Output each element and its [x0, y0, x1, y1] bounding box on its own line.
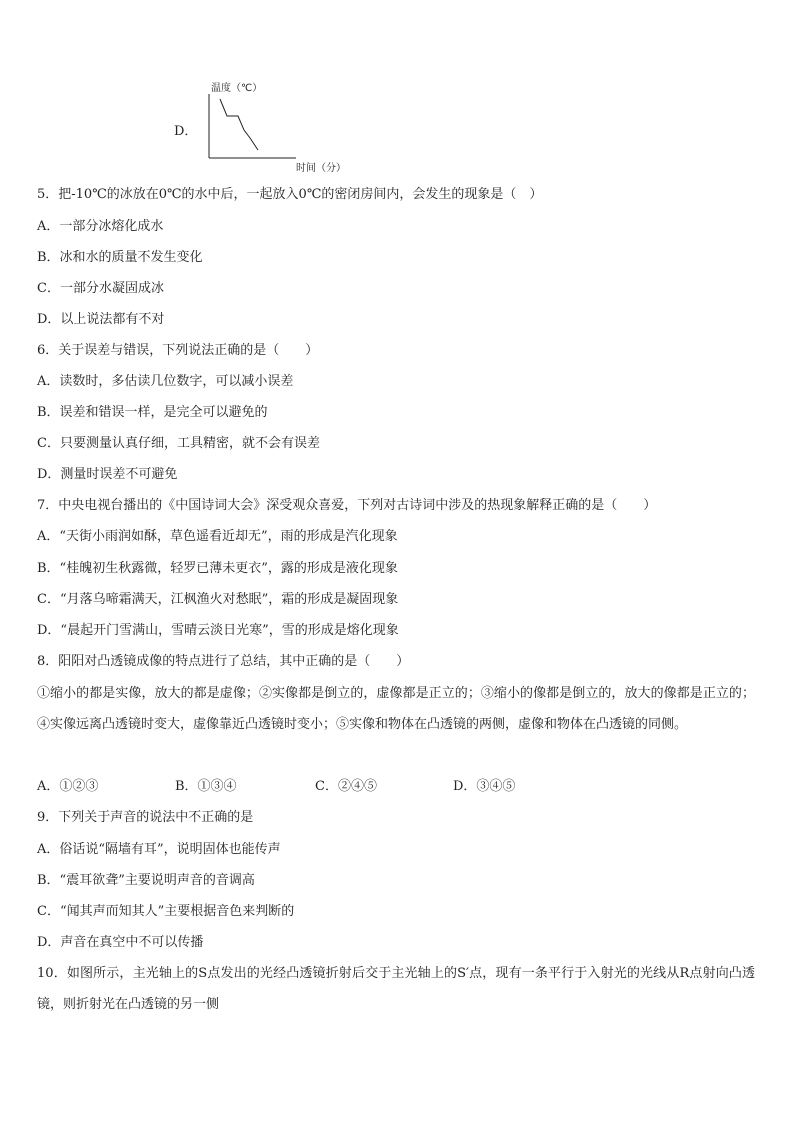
q8-statements: ①缩小的都是实像，放大的都是虚像；②实像都是倒立的，虚像都是正立的；③缩小的像都是倒立的，放大的像都是正立的；④实像远离凸透镜时变大，虚像靠近凸透镜时变小；⑤实像和物体在凸透镜的两侧，虚像和物体在凸透镜的同侧。 — [37, 686, 755, 732]
q8-stem: 8．阳阳对凸透镜成像的特点进行了总结，其中正确的是（ ） — [37, 654, 410, 669]
q6-option-c: C．只要测量认真仔细，工具精密，就不会有误差 — [37, 436, 320, 451]
y-axis-label: 温度（℃） — [211, 83, 263, 94]
q5-option-a: A．一部分冰熔化成水 — [37, 219, 164, 234]
q10-stem: 10．如图所示，主光轴上的S点发出的光经凸透镜折射后交于主光轴上的S′点，现有一条平行于入射光的光线从R点射向凸透镜，则折射光在凸透镜的另一侧 — [37, 966, 755, 1012]
x-axis-label: 时间（分） — [296, 163, 346, 174]
q9-option-d: D．声音在真空中不可以传播 — [37, 935, 204, 950]
q5-option-c: C．一部分水凝固成冰 — [37, 281, 164, 296]
q5-option-b: B．冰和水的质量不发生变化 — [37, 250, 203, 265]
option-d-figure — [174, 80, 374, 180]
q6-stem: 6．关于误差与错误，下列说法正确的是（ ） — [37, 343, 319, 358]
q7-option-d: D．“晨起开门雪满山，雪晴云淡日光寒”，雪的形成是熔化现象 — [37, 623, 399, 638]
q8-options-row — [37, 779, 515, 795]
q7-option-c: C．“月落乌啼霜满天，江枫渔火对愁眠”，霜的形成是凝固现象 — [37, 592, 399, 607]
q8-option-a: A．①②③ — [37, 779, 99, 794]
q9-option-c: C．“闻其声而知其人”主要根据音色来判断的 — [37, 904, 295, 919]
q6-option-d: D．测量时误差不可避免 — [37, 467, 178, 482]
q5-stem: 5．把-10℃的冰放在0℃的水中后，一起放入0℃的密闭房间内，会发生的现象是（ ） — [37, 187, 543, 202]
q9-option-b: B．“震耳欲聋”主要说明声音的音调高 — [37, 873, 255, 888]
q8-option-c: C．②④⑤ — [315, 779, 377, 794]
q8-option-d: D．③④⑤ — [453, 779, 516, 794]
q9-option-a: A．俗话说“隔墙有耳”，说明固体也能传声 — [37, 842, 281, 857]
temperature-time-graph — [174, 80, 374, 180]
q9-stem: 9．下列关于声音的说法中不正确的是 — [37, 810, 254, 825]
q6-option-a: A．读数时，多估读几位数字，可以减小误差 — [37, 374, 294, 389]
temperature-curve — [220, 99, 258, 150]
q7-option-a: A．“天街小雨润如酥，草色遥看近却无”，雨的形成是汽化现象 — [37, 529, 398, 544]
q7-stem: 7．中央电视台播出的《中国诗词大会》深受观众喜爱，下列对古诗词中涉及的热现象解释正确的是（ ） — [37, 498, 657, 513]
q6-option-b: B．误差和错误一样，是完全可以避免的 — [37, 405, 268, 420]
q5-option-d: D．以上说法都有不对 — [37, 312, 165, 327]
option-d-label: D． — [174, 124, 198, 139]
q8-option-b: B．①③④ — [175, 779, 237, 794]
q7-option-b: B．“桂魄初生秋露微，轻罗已薄未更衣”，露的形成是液化现象 — [37, 561, 398, 576]
